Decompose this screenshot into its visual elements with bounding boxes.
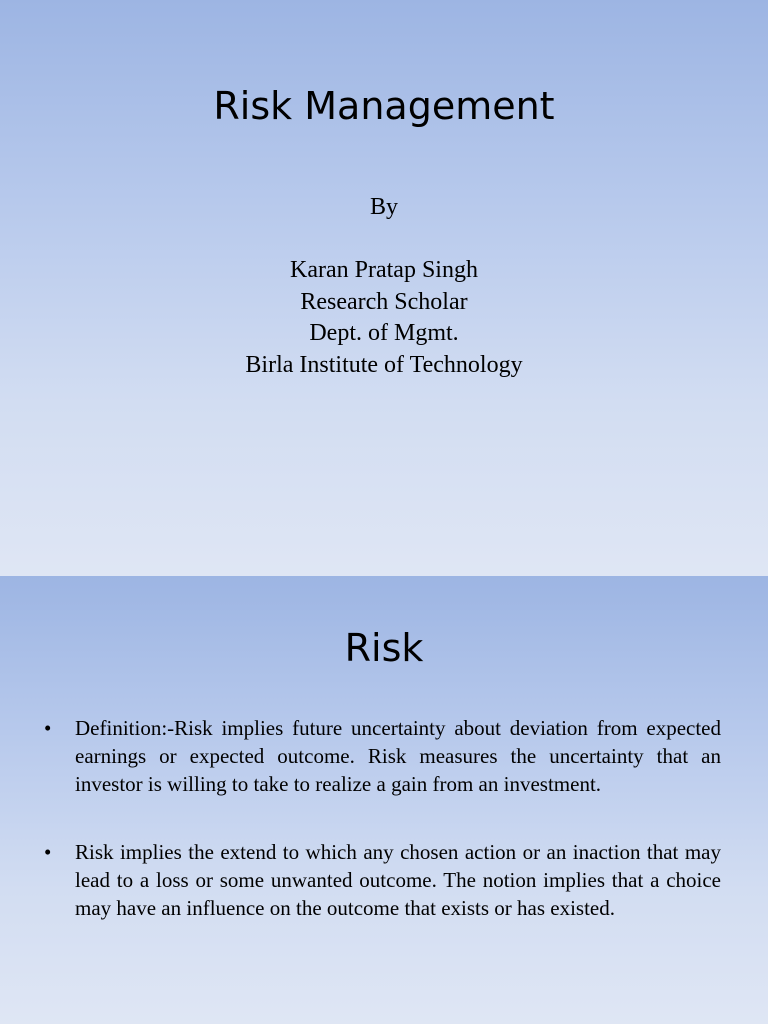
list-item — [0, 714, 768, 798]
bullet-text: Definition:-Risk implies future uncertainty about deviation from expected earnings or expected outcome. Risk measures the uncertainty that an investor is willing to take to realize a gain from an investment. — [75, 716, 721, 796]
bullet-text: Risk implies the extend to which any chosen action or an inaction that may lead to a loss or some unwanted outcome. The notion implies that a choice may have an influence on the outcome that exists or has existed. — [75, 840, 721, 920]
spacer — [0, 224, 768, 256]
author-block — [0, 192, 768, 381]
author-role: Research Scholar — [300, 288, 468, 315]
slide-heading: Risk — [344, 626, 424, 670]
bullet-list — [0, 714, 768, 962]
list-item — [0, 838, 768, 922]
author-name: Karan Pratap Singh — [290, 257, 478, 283]
bullet-icon: • — [44, 716, 52, 740]
page-title: Risk Management — [213, 84, 555, 128]
bullet-icon: • — [44, 840, 52, 864]
slide-risk — [0, 576, 768, 1024]
author-institution: Birla Institute of Technology — [245, 351, 523, 378]
by-label: By — [369, 194, 398, 220]
author-department: Dept. of Mgmt. — [309, 320, 459, 346]
